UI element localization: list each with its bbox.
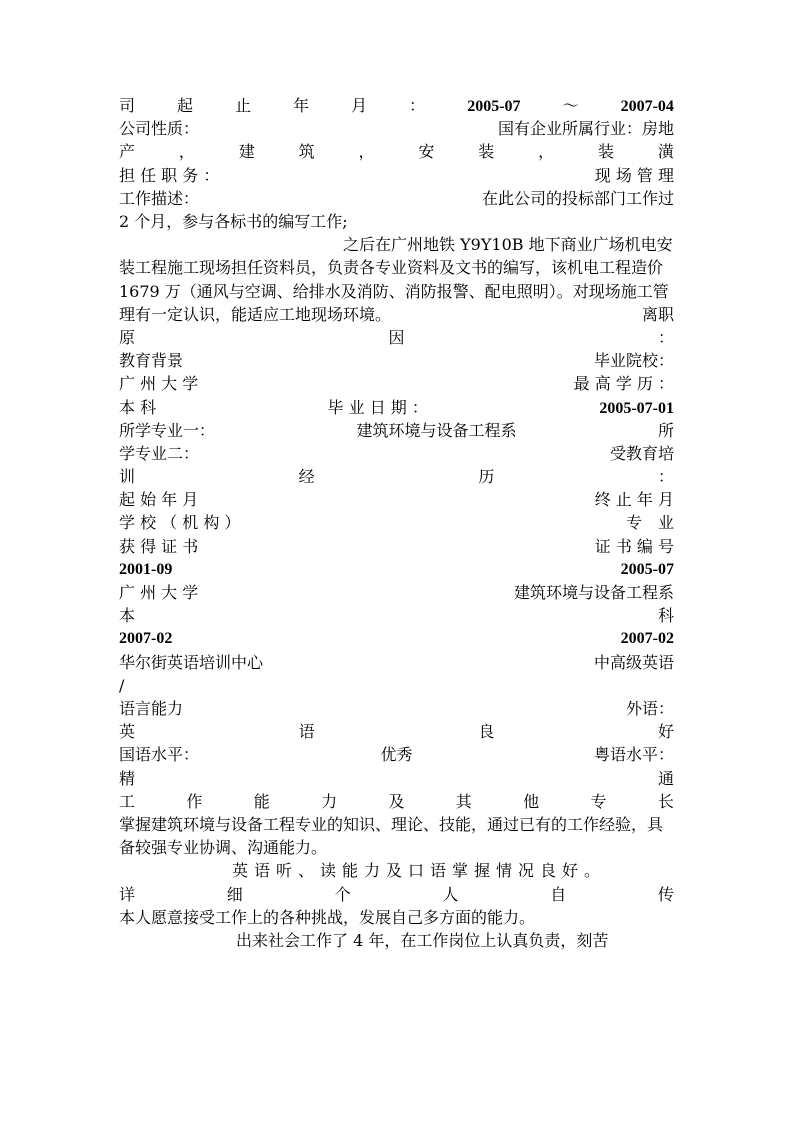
text-cell: 起 xyxy=(177,96,194,115)
text-cell: 原 xyxy=(119,327,136,347)
text-cell: 学专业二： xyxy=(119,443,200,463)
text-cell: ， xyxy=(178,142,195,162)
text-cell: 毕 业 日 期 ： xyxy=(327,397,428,417)
text-cell: 国有企业所属行业：房地 xyxy=(497,119,674,139)
training-row-2-school xyxy=(119,651,674,674)
mandarin-line xyxy=(119,743,674,766)
job-description-para-2 xyxy=(119,233,674,326)
text-cell: 工作描述： xyxy=(119,188,200,208)
text-cell: 起 始 年 月 xyxy=(119,490,199,510)
text-cell: ： xyxy=(657,467,674,487)
text-cell: 华尔街英语培训中心 xyxy=(119,652,264,672)
text-cell: 在此公司的投标部门工作过 xyxy=(481,188,674,208)
company-nature-line xyxy=(119,117,674,140)
text-cell: 长 xyxy=(657,791,674,811)
graduation-date: 2005-07-01 xyxy=(599,399,674,417)
text-cell: 装 xyxy=(478,142,495,162)
text-cell: 担 任 职 务 ： xyxy=(119,165,220,185)
text-cell: 经 xyxy=(298,467,315,487)
text-cell: 产 xyxy=(119,142,136,162)
text-cell: ： xyxy=(409,96,426,115)
text-cell: 最 高 学 历 ： xyxy=(573,374,674,394)
text-cell: 筑 xyxy=(298,142,315,162)
text-cell: 学 校 （ 机 构 ） xyxy=(119,513,241,533)
text-cell: 个 xyxy=(334,884,351,904)
text-cell: 司 xyxy=(119,96,136,115)
autobiography-header-line xyxy=(119,883,674,906)
text-cell: 他 xyxy=(523,791,540,811)
industry-line xyxy=(119,140,674,163)
text-cell: 自 xyxy=(550,884,567,904)
text-cell: 2007-02 xyxy=(620,630,674,648)
text-cell: ， xyxy=(358,142,375,162)
text-cell: 月 xyxy=(351,96,368,115)
text-cell: 力 xyxy=(321,791,338,811)
text-cell: ～ xyxy=(562,96,579,115)
text-cell: 广 州 大 学 xyxy=(119,583,199,603)
text-cell: 专 业 xyxy=(625,513,674,533)
text-cell: 训 xyxy=(119,467,136,487)
language-header-line xyxy=(119,697,674,720)
school-line xyxy=(119,372,674,395)
cantonese-level-line xyxy=(119,767,674,790)
text-cell: 语言能力 xyxy=(119,698,184,718)
autobiography-text: 出来社会工作了 4 年，在工作岗位上认真负责，刻苦 xyxy=(236,930,609,950)
training-header-line xyxy=(119,465,674,488)
text-cell: 受教育培 xyxy=(609,443,674,463)
major-one-line xyxy=(119,419,674,442)
text-cell: 广 州 大 学 xyxy=(119,374,199,394)
english-level-line xyxy=(119,720,674,743)
training-cols-line-2 xyxy=(119,511,674,534)
leave-label: 离职 xyxy=(641,304,674,324)
autobiography-para-1: 本人愿意接受工作上的各种挑战，发展自己多方面的能力。 xyxy=(119,907,536,927)
text-cell: 国语水平： xyxy=(119,745,200,765)
text-cell: 所学专业一： xyxy=(119,420,216,440)
text-cell: 装 xyxy=(598,142,615,162)
text-cell: 详 xyxy=(119,884,136,904)
text-cell: 及 xyxy=(388,791,405,811)
text-cell: 精 xyxy=(119,768,136,788)
text-cell: 建筑环境与设备工程系 xyxy=(356,420,517,440)
text-cell: 年 xyxy=(293,96,310,115)
training-row-1-school xyxy=(119,581,674,604)
text-cell: 中高级英语 xyxy=(593,652,674,672)
text-cell: 2005-07 xyxy=(620,560,674,578)
text-cell: 获 得 证 书 xyxy=(119,536,199,556)
text-cell: 止 xyxy=(235,96,252,115)
employment-period-line xyxy=(119,94,674,117)
text-cell: 工 xyxy=(119,791,136,811)
text-cell: 优秀 xyxy=(380,745,413,765)
training-row-1-degree xyxy=(119,604,674,627)
text-cell: 外语： xyxy=(625,698,674,718)
text-cell: 2007-02 xyxy=(119,630,173,648)
text-cell: 毕业院校： xyxy=(593,351,674,371)
text-cell: 专 xyxy=(590,791,607,811)
job-description-para-1: 2 个月，参与各标书的编写工作; xyxy=(119,211,348,231)
text-cell: ， xyxy=(538,142,555,162)
skills-header-line xyxy=(119,790,674,813)
text-cell: 语 xyxy=(298,722,315,742)
text-cell: 历 xyxy=(478,467,495,487)
training-row-2-cert xyxy=(119,674,674,697)
text-cell: 本 xyxy=(119,606,136,626)
job-description-line xyxy=(119,187,674,210)
degree-line xyxy=(119,396,674,419)
job-description-text: 之后在广州地铁 Y9Y10B 地下商业广场机电安装工程施工现场担任资料员，负责各专业资料及文书的编写，该机电工程造价 1679 万（通风与空调、给排水及消防、消防报警、配电照明）。对现场施工管理有一定认识，能适应工地现场环境。 xyxy=(119,235,673,324)
text-cell: 潢 xyxy=(657,142,674,162)
autobiography-para-2 xyxy=(119,929,674,952)
text-cell: / xyxy=(119,675,125,695)
text-cell: 现 场 管 理 xyxy=(594,165,674,185)
end-date: 2007-04 xyxy=(620,98,674,115)
reason-line xyxy=(119,326,674,349)
text-cell: 教育背景 xyxy=(119,351,184,371)
text-cell: 良 xyxy=(478,722,495,742)
text-cell: 所 xyxy=(657,420,674,440)
text-cell: 安 xyxy=(418,142,435,162)
training-cols-line-3 xyxy=(119,535,674,558)
text-cell: 科 xyxy=(657,606,674,626)
text-cell: 能 xyxy=(253,791,270,811)
major-two-line xyxy=(119,442,674,465)
training-cols-line-1 xyxy=(119,488,674,511)
text-cell: 本 科 xyxy=(119,397,157,417)
text-cell: 细 xyxy=(226,884,243,904)
text-cell: 证 书 编 号 xyxy=(594,536,674,556)
english-text: 英语听、读能力及口语掌握情况良好。 xyxy=(232,861,607,881)
text-cell: 因 xyxy=(388,327,405,347)
document-page xyxy=(119,94,674,952)
text-cell: 其 xyxy=(455,791,472,811)
text-cell: 好 xyxy=(657,722,674,742)
text-cell: 建筑环境与设备工程系 xyxy=(513,583,674,603)
education-header-line xyxy=(119,349,674,372)
text-cell: 粤语水平： xyxy=(593,745,674,765)
english-para xyxy=(119,859,674,882)
text-cell: ： xyxy=(657,327,674,347)
text-cell: 公司性质： xyxy=(119,119,200,139)
start-date: 2005-07 xyxy=(467,98,521,115)
text-cell: 2001-09 xyxy=(119,560,173,578)
skills-para: 掌握建筑环境与设备工程专业的知识、理论、技能，通过已有的工作经验，具备较强专业协调、沟通能力。 xyxy=(119,814,664,858)
text-cell: 建 xyxy=(238,142,255,162)
text-cell: 通 xyxy=(657,768,674,788)
text-cell: 传 xyxy=(657,884,674,904)
text-cell: 英 xyxy=(119,722,136,742)
text-cell: 作 xyxy=(186,791,203,811)
training-row-1-dates xyxy=(119,558,674,581)
training-row-2-dates xyxy=(119,627,674,650)
text-cell: 终 止 年 月 xyxy=(594,490,674,510)
text-cell: 人 xyxy=(442,884,459,904)
position-line xyxy=(119,164,674,187)
